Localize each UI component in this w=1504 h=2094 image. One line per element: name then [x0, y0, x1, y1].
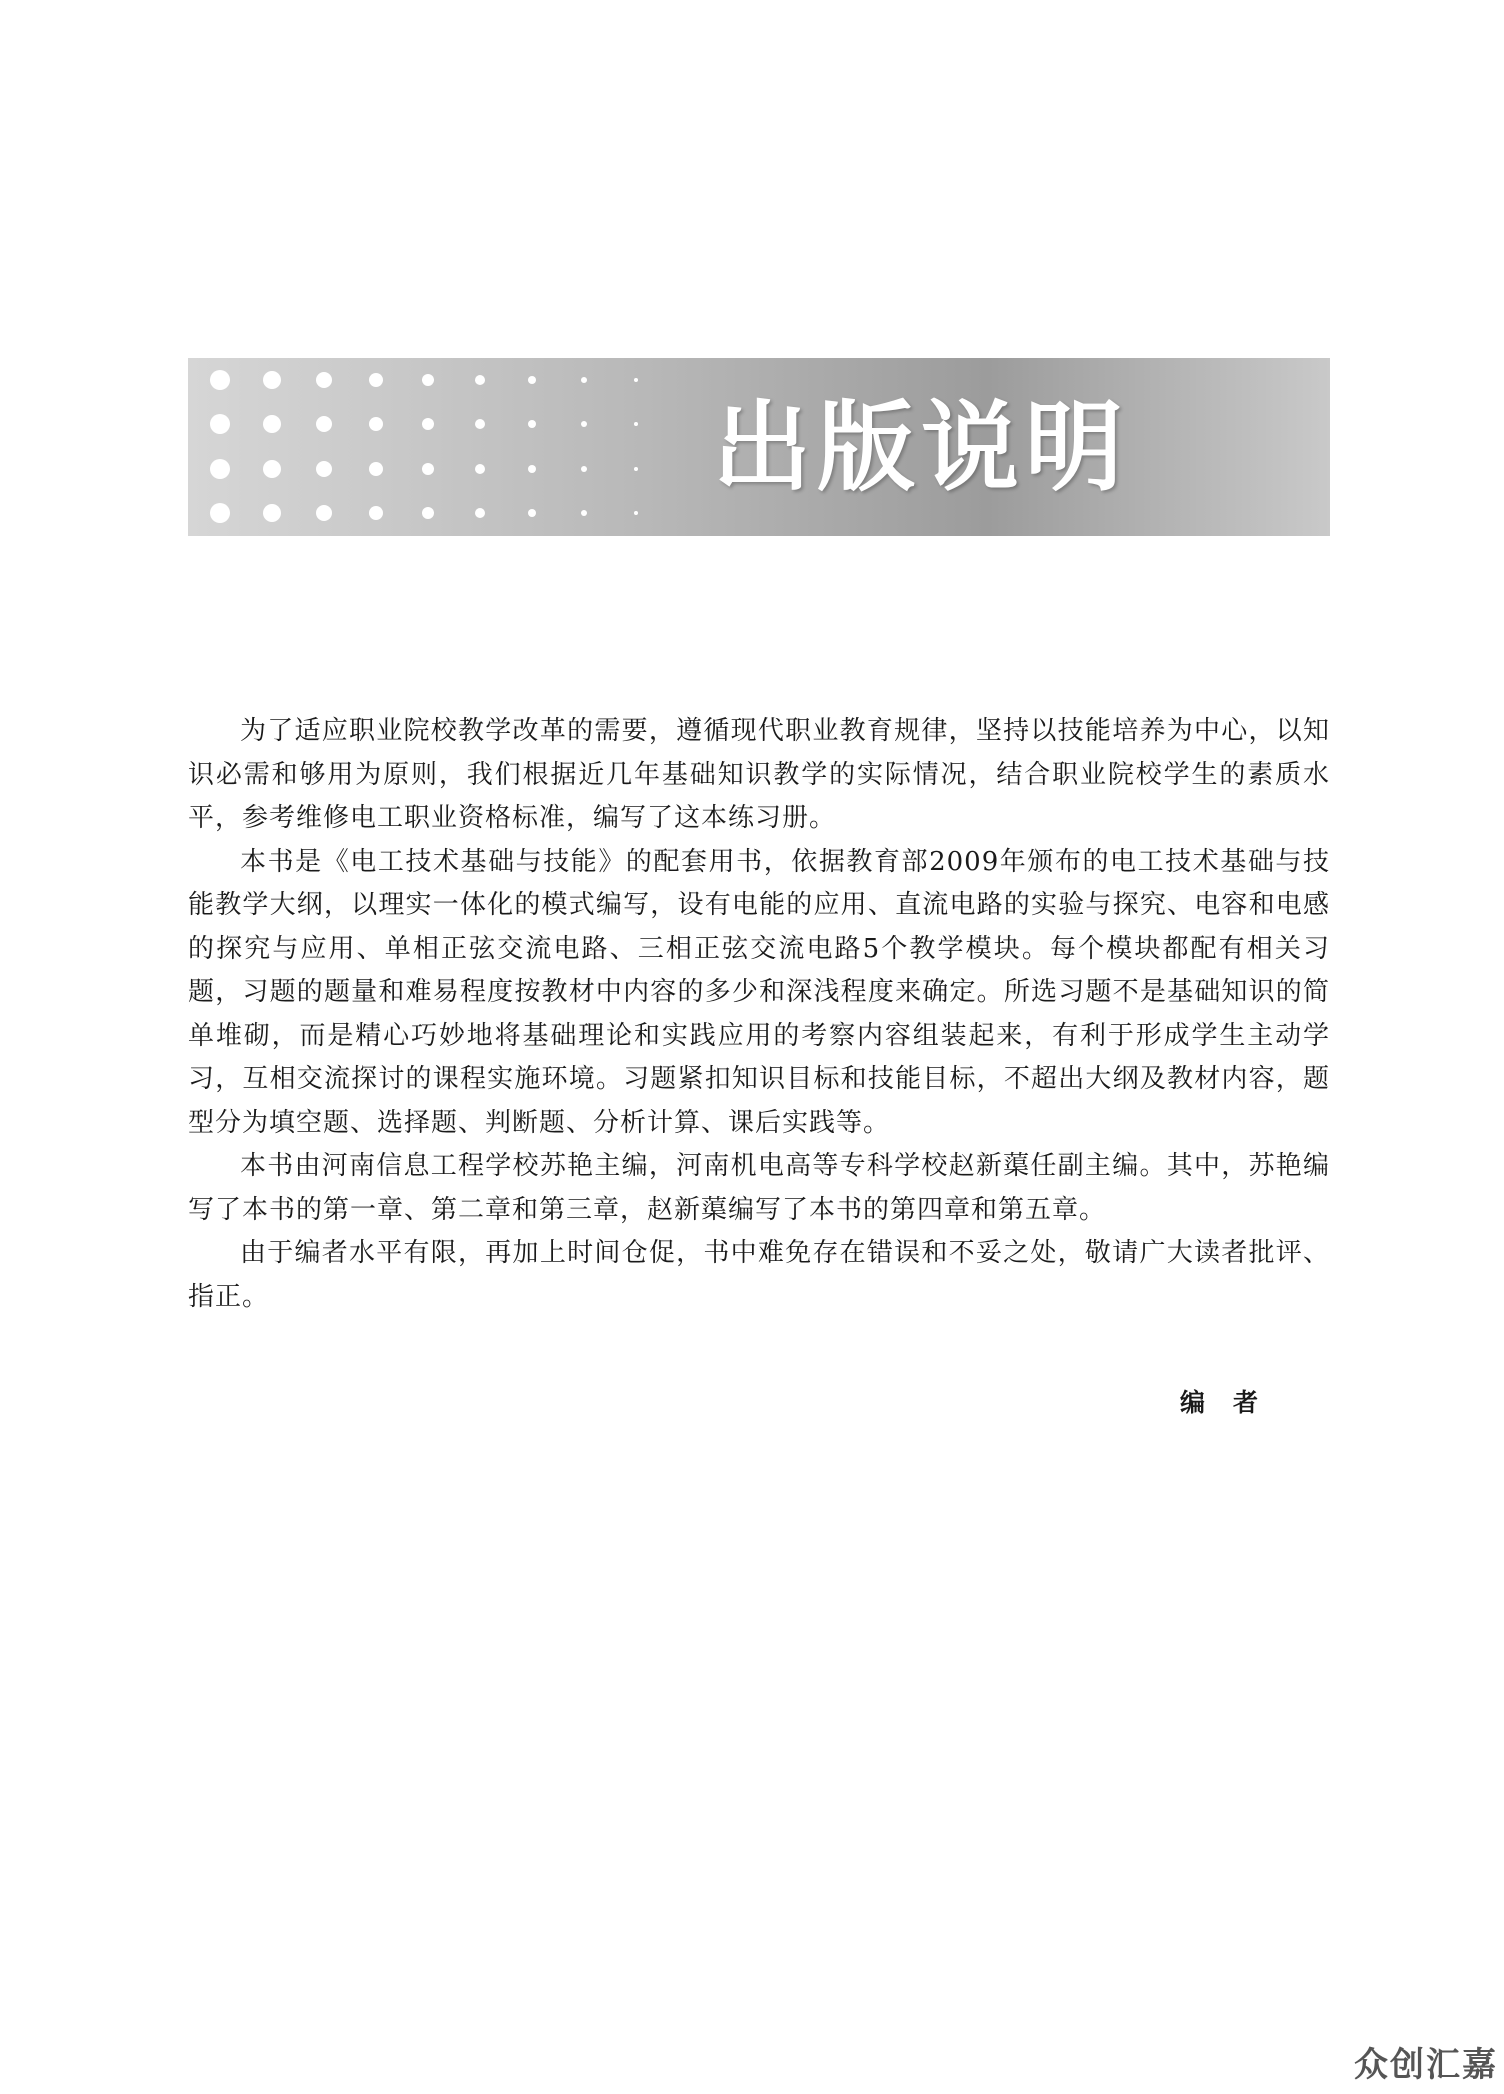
author-signature: 编者 [1180, 1388, 1287, 1417]
paragraph-3: 本书由河南信息工程学校苏艳主编，河南机电高等专科学校赵新蕖任副主编。其中，苏艳编写了本书的第一章、第二章和第三章，赵新蕖编写了本书的第四章和第五章。 [188, 1151, 1330, 1225]
dot-pattern-decoration [188, 358, 748, 536]
page-title: 出版说明 [713, 391, 1130, 505]
title-banner [188, 358, 1330, 536]
paragraph-4: 由于编者水平有限，再加上时间仓促，书中难免存在错误和不妥之处，敬请广大读者批评、指正。 [188, 1238, 1330, 1312]
preface-body [188, 710, 1330, 1319]
paragraph-1: 为了适应职业院校教学改革的需要，遵循现代职业教育规律，坚持以技能培养为中心，以知识必需和够用为原则，我们根据近几年基础知识教学的实际情况，结合职业院校学生的素质水平，参考维修电工职业资格标准，编写了这本练习册。 [188, 716, 1330, 833]
paragraph-2: 本书是《电工技术基础与技能》的配套用书，依据教育部2009年颁布的电工技术基础与技能教学大纲，以理实一体化的模式编写，设有电能的应用、直流电路的实验与探究、电容和电感的探究与应用、单相正弦交流电路、三相正弦交流电路5个教学模块。每个模块都配有相关习题，习题的题量和难易程度按教材中内容的多少和深浅程度来确定。所选习题不是基础知识的简单堆砌，而是精心巧妙地将基础理论和实践应用的考察内容组装起来，有利于形成学生主动学习，互相交流探讨的课程实施环境。习题紧扣知识目标和技能目标，不超出大纲及教材内容，题型分为填空题、选择题、判断题、分析计算、课后实践等。 [188, 846, 1330, 1138]
watermark: 众创汇嘉 [1354, 2045, 1498, 2085]
